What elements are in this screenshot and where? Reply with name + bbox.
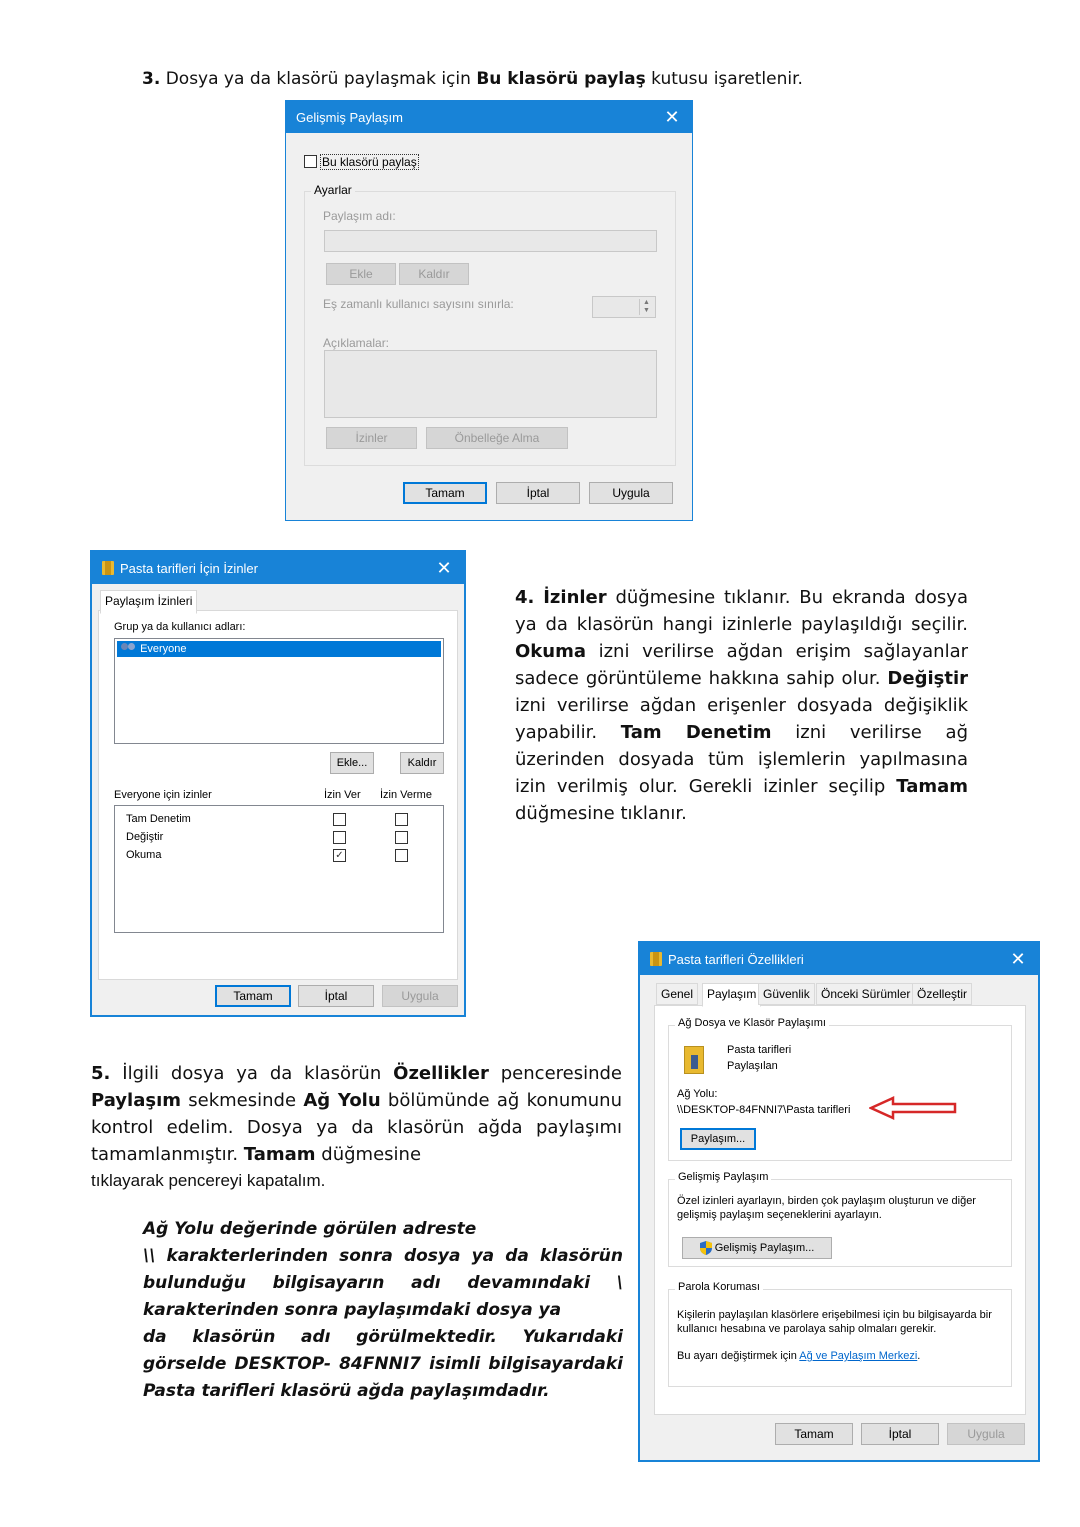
dialog3-titlebar [640,943,1038,975]
change-setting-prefix: Bu ayarı değiştirmek için [677,1350,800,1362]
change-setting-text: Bu ayarı değiştirmek için Ağ ve Paylaşım Merkezi. [677,1350,921,1362]
remove-button[interactable]: Kaldır [399,263,469,285]
permissions-table [114,805,444,933]
tab-previous-versions[interactable]: Önceki Sürümler [816,983,915,1005]
step5-text-2: penceresinde [488,1063,623,1084]
advanced-sharing-group [668,1171,1012,1267]
note-line: da klasörün adı görülmektedir. Yukarıdaki [143,1327,623,1347]
cancel-button[interactable]: İptal [298,985,374,1007]
step5-text-6: tıklayarak pencereyi kapatalım. [91,1171,326,1190]
advanced-sharing-button-label: Gelişmiş Paylaşım... [714,1242,815,1254]
dialog2-title: Pasta tarifleri İçin İzinler [120,560,258,576]
dialog2-titlebar [92,552,464,584]
folder-state: Paylaşılan [727,1060,778,1072]
note-line: karakterinden sonra paylaşımdaki dosya ya [143,1300,562,1320]
dialog1-title: Gelişmiş Paylaşım [296,109,403,125]
network-path-value: \\DESKTOP-84FNNI7\Pasta tarifleri [677,1104,851,1116]
ok-button[interactable]: Tamam [403,482,487,504]
step4-paragraph [515,584,968,827]
users-icon [121,643,137,655]
tab-security[interactable]: Güvenlik [758,983,815,1005]
step3-bold: Bu klasörü paylaş [476,69,646,89]
password-protection-title: Parola Koruması [675,1281,763,1293]
allow-column-header: İzin Ver [324,789,361,801]
share-folder-checkbox[interactable] [304,155,317,168]
step4-text-2: izni verilirse ağdan erişim sağlayanlar sadece görüntüleme hakkına sahip olur. [515,641,968,689]
user-limit-stepper[interactable] [592,296,656,318]
note-line: Pasta tarifleri klasörü ağda paylaşımdadır. [143,1381,550,1401]
share-button[interactable]: Paylaşım... [680,1128,756,1150]
note-line: bulunduğu bilgisayarın adı devamındaki \ [143,1273,623,1293]
allow-full-control-checkbox[interactable] [333,813,346,826]
shared-folder-icon [684,1046,704,1074]
ok-button[interactable]: Tamam [775,1423,853,1445]
permissions-for-label: Everyone için izinler [114,789,212,801]
add-button[interactable]: Ekle... [330,752,374,774]
perm-read: Okuma [126,849,162,861]
advanced-sharing-title: Gelişmiş Paylaşım [675,1171,771,1183]
step4-text-5: düğmesine tıklanır. [515,803,687,824]
tab-sharing[interactable]: Paylaşım [702,983,761,1007]
step5-bold-network-path: Ağ Yolu [303,1090,381,1111]
red-arrow-icon [869,1096,959,1120]
step4-text-1: düğmesine tıklanır. Bu ekranda dosya ya da klasörün hangi izinlerle paylaşıldığı seçilir. [515,587,968,635]
step3-text-b: kutusu işaretlenir. [645,69,803,89]
step4-bold-change: Değiştir [887,668,968,689]
tab-general[interactable]: Genel [656,983,698,1005]
apply-button[interactable]: Uygula [947,1423,1025,1445]
folder-icon [102,561,114,575]
folder-name: Pasta tarifleri [727,1044,792,1056]
caching-button[interactable]: Önbelleğe Alma [426,427,568,449]
comments-textarea[interactable] [324,350,657,418]
tab-share-permissions[interactable]: Paylaşım İzinleri [100,590,197,614]
remove-button[interactable]: Kaldır [400,752,444,774]
step5-number: 5. [91,1063,111,1084]
step4-text-3: izni verilirse ağdan erişenler dosyada değişiklik yapabilir. [515,695,968,743]
password-description: Kişilerin paylaşılan klasörlere erişebilmesi için bu bilgisayarda bir kullanıcı hesabına ve parolaya sahip olmaları gerekir. [677,1309,992,1335]
share-name-label: Paylaşım adı: [323,209,396,223]
note-line: görselde DESKTOP- 84FNNI7 isimli bilgisayardaki [143,1354,623,1374]
step3-text-a: Dosya ya da klasörü paylaşmak için [165,69,477,89]
permissions-button-label: İzinler [355,431,388,445]
perm-full-control: Tam Denetim [126,813,191,825]
advanced-sharing-button[interactable] [682,1237,832,1259]
cancel-button[interactable]: İptal [496,482,580,504]
network-sharing-group [668,1017,1012,1161]
advanced-sharing-dialog [285,100,693,521]
settings-group [304,183,676,466]
user-name: Everyone [140,643,187,655]
dialog1-titlebar [286,101,692,133]
step5-bold-ok: Tamam [243,1144,316,1165]
ok-button[interactable]: Tamam [215,985,291,1007]
folder-icon [650,952,662,966]
step5-text-5: düğmesine [315,1144,422,1165]
network-path-label: Ağ Yolu: [677,1088,718,1100]
perm-change: Değiştir [126,831,164,843]
dialog3-title: Pasta tarifleri Özellikleri [668,951,804,967]
spinner-arrows-icon[interactable]: ▲ ▼ [639,299,653,315]
network-center-link[interactable]: Ağ ve Paylaşım Merkezi [799,1350,918,1362]
advanced-sharing-description: Özel izinleri ayarlayın, birden çok paylaşım oluşturun ve diğer gelişmiş paylaşım seçeneklerini ayarlayın. [677,1195,976,1221]
step5-bold-properties: Özellikler [393,1063,489,1084]
users-list [114,638,444,744]
group-users-label: Grup ya da kullanıcı adları: [114,621,246,633]
note-line: Ağ Yolu değerinde görülen adreste [143,1219,477,1239]
comments-label: Açıklamalar: [323,336,390,350]
user-list-item[interactable] [117,641,441,657]
step5-paragraph [91,1060,622,1168]
close-icon[interactable]: ✕ [664,107,680,127]
close-icon[interactable]: ✕ [1010,949,1026,969]
limit-users-label: Eş zamanlı kullanıcı sayısını sınırla: [323,297,514,311]
shield-icon [700,1241,712,1255]
step4-bold-permissions: İzinler [543,587,607,608]
close-icon[interactable]: ✕ [436,558,452,578]
allow-change-checkbox[interactable] [333,831,346,844]
network-path-note [143,1216,623,1405]
properties-dialog [638,941,1040,1462]
add-button[interactable]: Ekle [326,263,396,285]
step5-bold-sharing: Paylaşım [91,1090,181,1111]
step4-bold-read: Okuma [515,641,586,662]
apply-button[interactable]: Uygula [382,985,458,1007]
permissions-button-2[interactable] [326,427,417,449]
tab-customize[interactable]: Özelleştir [912,983,972,1005]
deny-change-checkbox[interactable] [395,831,408,844]
share-folder-label: Bu klasörü paylaş [322,155,417,169]
deny-read-checkbox[interactable] [395,849,408,862]
step3-text [142,66,862,93]
cancel-button[interactable]: İptal [861,1423,939,1445]
deny-full-control-checkbox[interactable] [395,813,408,826]
share-name-input[interactable] [324,230,657,252]
settings-group-title: Ayarlar [311,183,355,197]
apply-button[interactable]: Uygula [589,482,673,504]
deny-column-header: İzin Verme [380,789,432,801]
password-protection-group [668,1281,1012,1387]
network-sharing-title: Ağ Dosya ve Klasör Paylaşımı [675,1017,829,1029]
permissions-dialog [90,550,466,1017]
note-line: \\ karakterlerinden sonra dosya ya da klasörün [143,1246,623,1266]
allow-read-checkbox[interactable]: ✓ [333,849,346,862]
step4-bold-ok: Tamam [896,776,968,797]
step3-number: 3. [142,69,161,89]
step4-bold-full-control: Tam Denetim [620,722,772,743]
step5-text-3: sekmesinde [181,1090,304,1111]
step5-text-1: İlgili dosya ya da klasörün [122,1063,394,1084]
step4-number: 4. [515,587,535,608]
step5-text-4: bölümünde ağ konumunu kontrol edelim. Dosya ya da klasörün ağda paylaşımı tamamlanmıştır. [91,1090,622,1165]
step4-text-4: izni verilirse ağ üzerinden dosyada tüm işlemlerin yapılmasına izin verilmiş olur. Gerekli izinler seçilip [515,722,968,797]
